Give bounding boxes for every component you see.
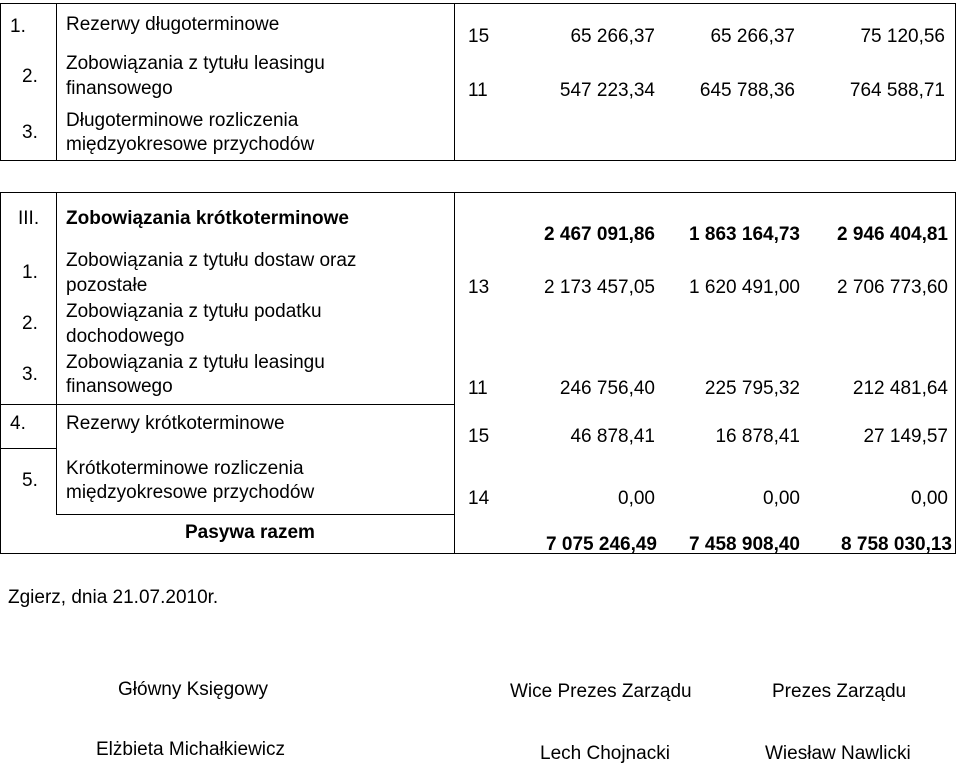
- place-date: Zgierz, dnia 21.07.2010r.: [8, 587, 219, 608]
- row-number: 3.: [22, 122, 38, 143]
- total-label: Pasywa razem: [185, 522, 315, 543]
- value-cell: 2 173 457,05: [544, 277, 655, 298]
- note-number: 11: [468, 378, 488, 399]
- value-cell: 225 795,32: [704, 378, 800, 399]
- value-cell: 547 223,34: [559, 80, 655, 101]
- value-cell: 16 878,41: [715, 426, 800, 447]
- value-cell: 2 946 404,81: [837, 224, 948, 245]
- row-number: 1.: [10, 16, 26, 37]
- value-cell: 2 706 773,60: [837, 277, 948, 298]
- signature-role: Wice Prezes Zarządu: [510, 681, 692, 702]
- column-divider: [454, 192, 455, 554]
- signature-role: Prezes Zarządu: [772, 681, 907, 702]
- section-number: III.: [18, 208, 40, 229]
- row-number: 5.: [22, 470, 38, 491]
- value-cell: 246 756,40: [559, 378, 655, 399]
- row-label: dochodowego: [66, 326, 185, 347]
- value-cell: 0,00: [618, 488, 655, 509]
- value-cell: 212 481,64: [852, 378, 948, 399]
- signature-role: Główny Księgowy: [118, 679, 268, 700]
- row-label: Zobowiązania z tytułu leasingu: [66, 53, 325, 74]
- row-label: finansowego: [66, 78, 173, 99]
- value-cell: 2 467 091,86: [544, 224, 655, 245]
- note-number: 15: [468, 426, 490, 447]
- table-border: [0, 3, 955, 4]
- table-border: [955, 192, 956, 554]
- total-value: 8 758 030,13: [841, 534, 952, 555]
- column-divider: [56, 3, 57, 161]
- value-cell: 65 266,37: [570, 26, 655, 47]
- table-border: [0, 160, 955, 161]
- note-number: 15: [468, 26, 490, 47]
- table-border: [0, 3, 1, 161]
- row-number: 4.: [10, 413, 26, 434]
- note-number: 11: [468, 80, 488, 101]
- value-cell: 1 620 491,00: [689, 277, 800, 298]
- row-divider: [56, 514, 454, 515]
- value-cell: 0,00: [911, 488, 948, 509]
- row-divider: [0, 448, 56, 449]
- total-value: 7 458 908,40: [689, 534, 800, 555]
- row-number: 1.: [22, 262, 38, 283]
- value-cell: 27 149,57: [863, 426, 948, 447]
- row-number: 2.: [22, 313, 38, 334]
- value-cell: 645 788,36: [699, 80, 795, 101]
- value-cell: 46 878,41: [570, 426, 655, 447]
- signature-name: Wiesław Nawlicki: [765, 743, 911, 764]
- row-number: 3.: [22, 364, 38, 385]
- value-cell: 65 266,37: [710, 26, 795, 47]
- row-divider: [0, 404, 454, 405]
- table-border: [0, 192, 1, 554]
- row-label: Długoterminowe rozliczenia: [66, 110, 299, 131]
- signature-name: Elżbieta Michałkiewicz: [96, 739, 286, 760]
- section-label: Zobowiązania krótkoterminowe: [66, 208, 349, 229]
- row-label: Rezerwy krótkoterminowe: [66, 413, 285, 434]
- column-divider: [56, 192, 57, 514]
- table-border: [955, 3, 956, 161]
- row-label: Zobowiązania z tytułu leasingu: [66, 352, 325, 373]
- total-value: 7 075 246,49: [546, 534, 657, 555]
- value-cell: 764 588,71: [849, 80, 945, 101]
- row-label: Rezerwy długoterminowe: [66, 14, 280, 35]
- note-number: 13: [468, 277, 490, 298]
- column-divider: [454, 3, 455, 161]
- row-label: Zobowiązania z tytułu dostaw oraz: [66, 250, 357, 271]
- row-label: finansowego: [66, 376, 173, 397]
- row-label: Zobowiązania z tytułu podatku: [66, 301, 322, 322]
- value-cell: 1 863 164,73: [689, 224, 800, 245]
- signature-name: Lech Chojnacki: [540, 743, 670, 764]
- row-label: międzyokresowe przychodów: [66, 482, 315, 503]
- row-number: 2.: [22, 66, 38, 87]
- row-label: pozostałe: [66, 275, 148, 296]
- row-label: Krótkoterminowe rozliczenia: [66, 458, 304, 479]
- note-number: 14: [468, 488, 490, 509]
- value-cell: 0,00: [763, 488, 800, 509]
- table-border: [0, 192, 955, 193]
- value-cell: 75 120,56: [860, 26, 945, 47]
- row-label: międzyokresowe przychodów: [66, 134, 315, 155]
